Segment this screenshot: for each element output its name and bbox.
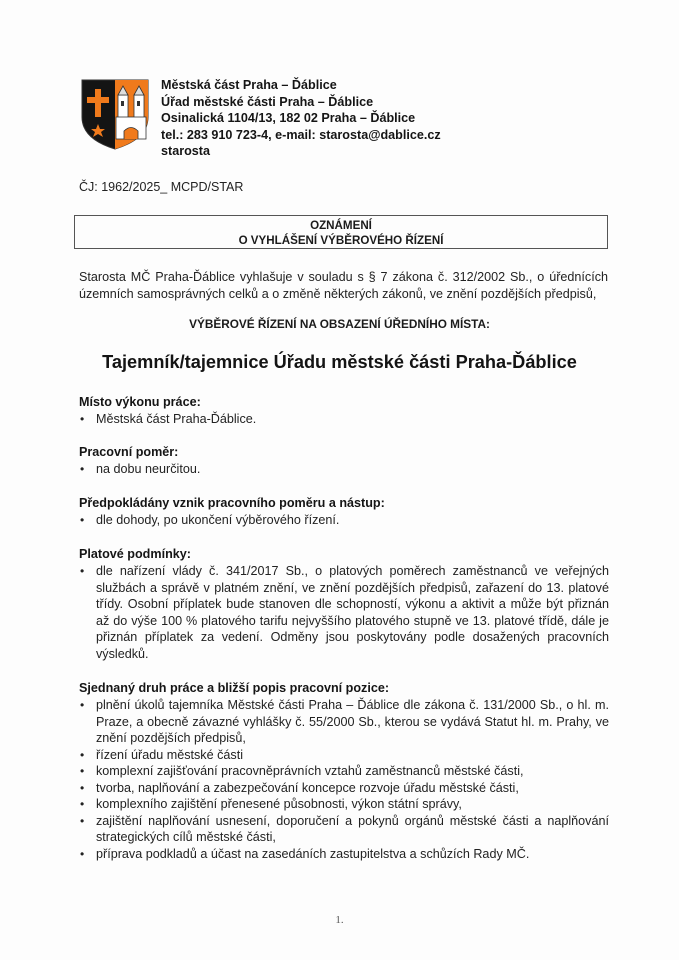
bullet-icon: • (80, 813, 85, 828)
section-job-description (79, 680, 609, 862)
list-item: • komplexní zajišťování pracovněprávních vztahů zaměstnanců městské části, (80, 764, 524, 778)
list-item: • zajištění naplňování usnesení, doporučení a pokynů orgánů městské části a naplňování strategických cílů městské části, (80, 813, 609, 844)
bullet-icon: • (80, 564, 85, 578)
list-item: • plnění úkolů tajemníka Městské části Praha – Ďáblice dle zákona č. 131/2000 Sb., o hl. m. Praze, a obecně závazné vyhlášky č. 55/2000 Sb., kterou se vydává Statut hl. m. Prahy, ve znění pozdějších předpisů, (80, 698, 609, 745)
bullet-icon: • (80, 797, 85, 811)
list-item: • dle dohody, po ukončení výběrového řízení. (80, 513, 340, 527)
bullet-icon: • (80, 698, 85, 712)
list-item: • dle nařízení vlády č. 341/2017 Sb., o platových poměrech zaměstnanců ve veřejných službách a správě v platném znění, ve znění pozdějších předpisů, zařazení do 13. platové třídy. Osobní příplatek bude stanoven dle schopností, výkonu a aktivit a může být přiznán až do výše 100 % platového tarifu nejvyššího platového stupně ve 13. platové třídě, dále je přiznán příplatek za vedení. Odměny jsou poskytovány podle dosažených pracovních výsledků. (80, 564, 609, 661)
letterhead (161, 77, 441, 160)
list-item: • příprava podkladů a účast na zasedáních zastupitelstva a schůzích Rady MČ. (80, 846, 530, 861)
list-item: • komplexního zajištění přenesené působnosti, výkon státní správy, (80, 797, 462, 811)
announcement-title-box (74, 215, 608, 249)
list-item: • na dobu neurčitou. (80, 462, 201, 476)
office-name: Úřad městské části Praha – Ďáblice (161, 94, 374, 109)
section-heading: Platové podmínky: (79, 547, 191, 561)
municipality-name: Městská část Praha – Ďáblice (161, 78, 337, 92)
intro-paragraph: Starosta MČ Praha-Ďáblice vyhlašuje v souladu s § 7 zákona č. 312/2002 Sb., o úřednících územních samosprávných celků a o změně některých zákonů, ve znění pozdějších předpisů, (79, 270, 608, 301)
selection-subheading: VÝBĚROVÉ ŘÍZENÍ NA OBSAZENÍ ÚŘEDNÍHO MÍSTA: (189, 317, 490, 331)
office-contact: tel.: 283 910 723-4, e-mail: starosta@dablice.cz (161, 127, 441, 142)
announcement-title: OZNÁMENÍ (310, 219, 372, 232)
section-salary-conditions (79, 546, 609, 662)
position-title: Tajemník/tajemnice Úřadu městské části Praha-Ďáblice (102, 352, 577, 372)
office-address: Osinalická 1104/13, 182 02 Praha – Ďáblice (161, 111, 416, 126)
bullet-icon: • (80, 846, 85, 861)
list-item: • Městská část Praha-Ďáblice. (80, 412, 257, 426)
sender-role: starosta (161, 144, 210, 159)
bullet-icon: • (80, 513, 85, 527)
section-heading: Místo výkonu práce: (79, 395, 201, 409)
reference-number: ČJ: 1962/2025_ MCPD/STAR (79, 180, 244, 194)
bullet-icon: • (80, 462, 85, 476)
section-place-of-work (79, 394, 609, 428)
bullet-icon: • (80, 412, 85, 426)
list-item: • řízení úřadu městské části (80, 747, 243, 762)
page-number: 1. (335, 914, 344, 926)
announcement-subtitle: O VYHLÁŠENÍ VÝBĚROVÉHO ŘÍZENÍ (238, 234, 444, 247)
bullet-icon: • (80, 780, 85, 795)
bullet-icon: • (80, 764, 85, 778)
bullet-icon: • (80, 747, 85, 762)
list-item: • tvorba, naplňování a zabezpečování koncepce rozvoje úřadu městské části, (80, 780, 519, 795)
coat-of-arms-icon (78, 77, 152, 151)
section-heading: Pracovní poměr: (79, 445, 179, 459)
section-start-date (79, 495, 609, 529)
section-employment-type (79, 444, 609, 478)
section-heading: Předpokládány vznik pracovního poměru a nástup: (79, 496, 385, 510)
section-heading: Sjednaný druh práce a bližší popis pracovní pozice: (79, 681, 390, 695)
